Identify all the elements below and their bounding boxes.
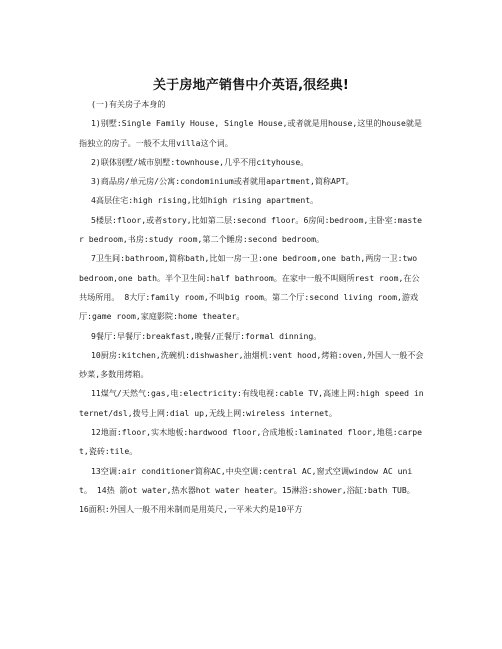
paragraph-6: 7卫生间:bathroom,简称bath,比如一房一卫:one bedroom,one bath,两房一卫:two bedroom,one bath。半个卫生间:half bathroom。在家中一般不叫厕所rest room,在公共场所用。 8大厅:family room,不叫big room。第二个厅:second living room,游戏厅:game room,家庭影院:home theater。 [79,253,420,322]
paragraph-2: 2)联体别墅/城市别墅:townhouse,几乎不用cityhouse。 [91,156,309,167]
paragraph-8: 10厨房:kitchen,洗碗机:dishwasher,油烟机:vent hood,烤箱:oven,外国人一般不会炒菜,多数用烤箱。 [79,349,424,380]
paragraph-5: 5楼层:floor,或者story,比如第二层:second floor。6房间:bedroom,主卧室:master bedroom,书房:study room,第二个睡房:second bedroom。 [79,214,422,245]
paragraph-9: 11煤气/天然气:gas,电:electricity:有线电视:cable TV,高速上网:high speed internet/dsl,拨号上网:dial up,无线上网:wireless internet。 [79,388,424,418]
paragraph-4: 4高层住宅:high rising,比如high rising apartment。 [91,195,319,206]
paragraph-7: 9餐厅:早餐厅:breakfast,晚餐/正餐厅:formal dinning。 [91,330,322,341]
paragraph-3: 3)商品房/单元房/公寓:condominium或者就用apartment,简称APT。 [91,176,354,187]
document-body [79,95,424,520]
paragraph-1: 1)别墅:Single Family House, Single House,或者就是用house,这里的house就是指独立的房子。一般不太用villa这个词。 [79,118,423,148]
section-heading: (一)有关房子本身的 [91,99,166,109]
document-title: 关于房地产销售中介英语,很经典! [152,78,350,93]
paragraph-10: 12地面:floor,实木地板:hardwood floor,合成地板:laminated floor,地毯:carpet,瓷砖:tile。 [79,427,423,457]
paragraph-11: 13空调:air conditioner简称AC,中央空调:central AC,窗式空调window AC unit。 14热 箭ot water,热水器hot water heater。15淋浴:shower,浴缸:bath TUB。 16面积:外国人一般不用米制而是用英尺,一平米大约是10平方 [79,465,415,515]
